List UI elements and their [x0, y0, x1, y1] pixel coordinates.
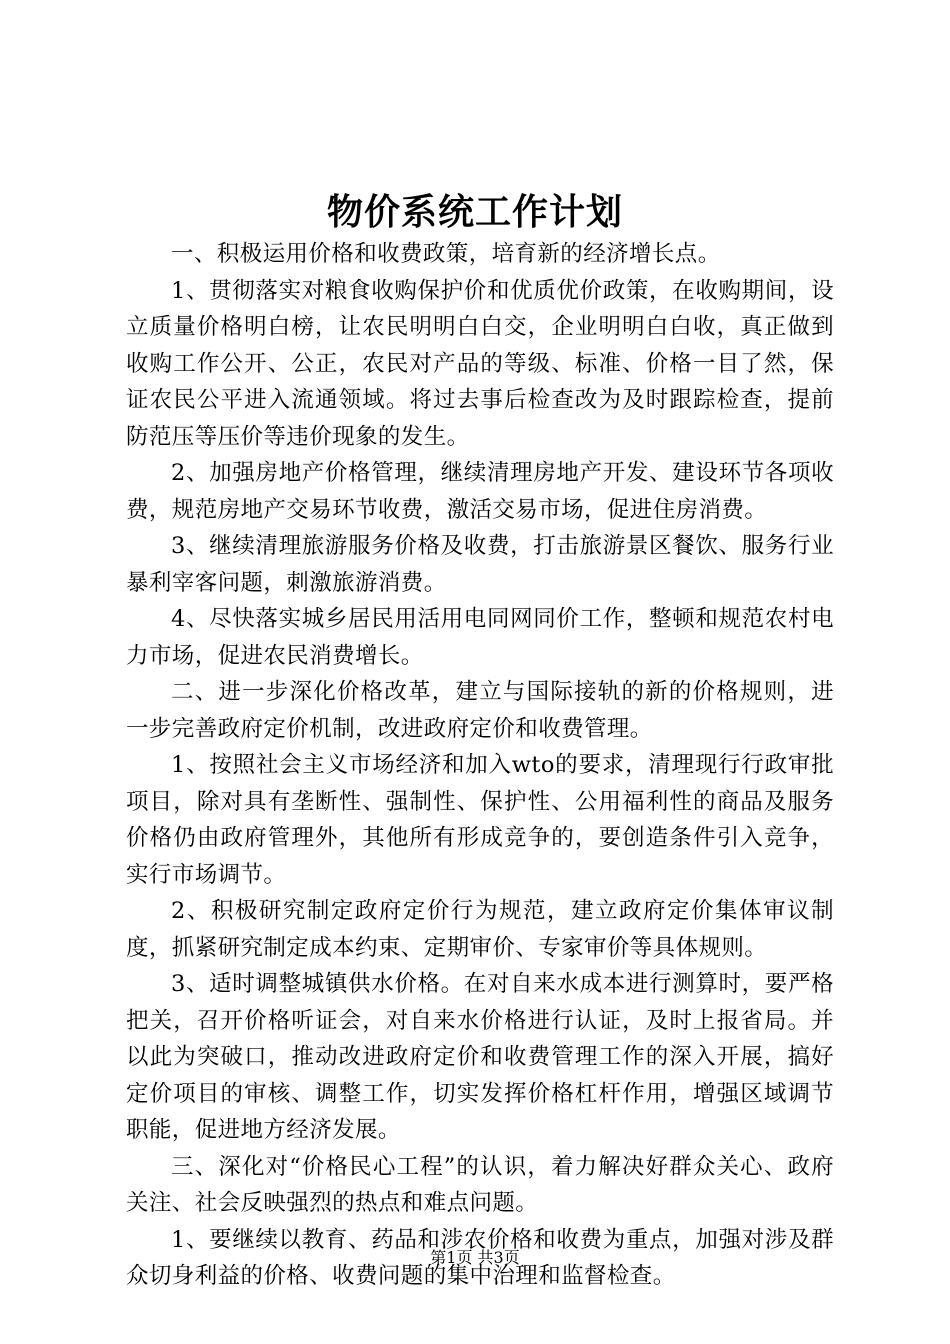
paragraph: 3、继续清理旅游服务价格及收费，打击旅游景区餐饮、服务行业暴利宰客问题，刺激旅游消费。	[126, 533, 834, 596]
paragraph: 3、适时调整城镇供水价格。在对自来水成本进行测算时，要严格把关，召开价格听证会，对自来水价格进行认证，及时上报省局。并以此为突破口，推动改进政府定价和收费管理工作的深入开展，搞好定价项目的审核、调整工作，切实发挥价格杠杆作用，增强区域调节职能，促进地方经济发展。	[126, 971, 834, 1143]
paragraph: 二、进一步深化价格改革，建立与国际接轨的新的价格规则，进一步完善政府定价机制，改进政府定价和收费管理。	[126, 679, 834, 742]
document-body	[126, 236, 834, 1295]
paragraph: 2、加强房地产价格管理，继续清理房地产开发、建设环节各项收费，规范房地产交易环节收费，激活交易市场，促进住房消费。	[126, 460, 834, 523]
paragraph: 1、要继续以教育、药品和涉农价格和收费为重点，加强对涉及群众切身利益的价格、收费问题的集中治理和监督检查。	[126, 1226, 834, 1289]
document-title: 物价系统工作计划	[326, 191, 623, 233]
paragraph: 4、尽快落实城乡居民用活用电同网同价工作，整顿和规范农村电力市场，促进农民消费增长。	[126, 606, 834, 669]
paragraph: 1、按照社会主义市场经济和加入wto的要求，清理现行行政审批项目，除对具有垄断性、强制性、保护性、公用福利性的商品及服务价格仍由政府管理外，其他所有形成竞争的，要创造条件引入竞争，实行市场调节。	[126, 752, 834, 888]
paragraph: 一、积极运用价格和收费政策，培育新的经济增长点。	[171, 241, 721, 267]
paragraph: 三、深化对“价格民心工程”的认识，着力解决好群众关心、政府关注、社会反映强烈的热点和难点问题。	[126, 1153, 834, 1216]
paragraph: 1、贯彻落实对粮食收购保护价和优质优价政策，在收购期间，设立质量价格明白榜，让农民明明白白交，企业明明白白收，真正做到收购工作公开、公正，农民对产品的等级、标准、价格一目了然，保证农民公平进入流通领域。将过去事后检查改为及时跟踪检查，提前防范压等压价等违价现象的发生。	[126, 277, 834, 450]
paragraph: 2、积极研究制定政府定价行为规范，建立政府定价集体审议制度，抓紧研究制定成本约束、定期审价、专家审价等具体规则。	[126, 898, 834, 961]
page-footer: 第1页 共3页	[430, 1248, 520, 1267]
